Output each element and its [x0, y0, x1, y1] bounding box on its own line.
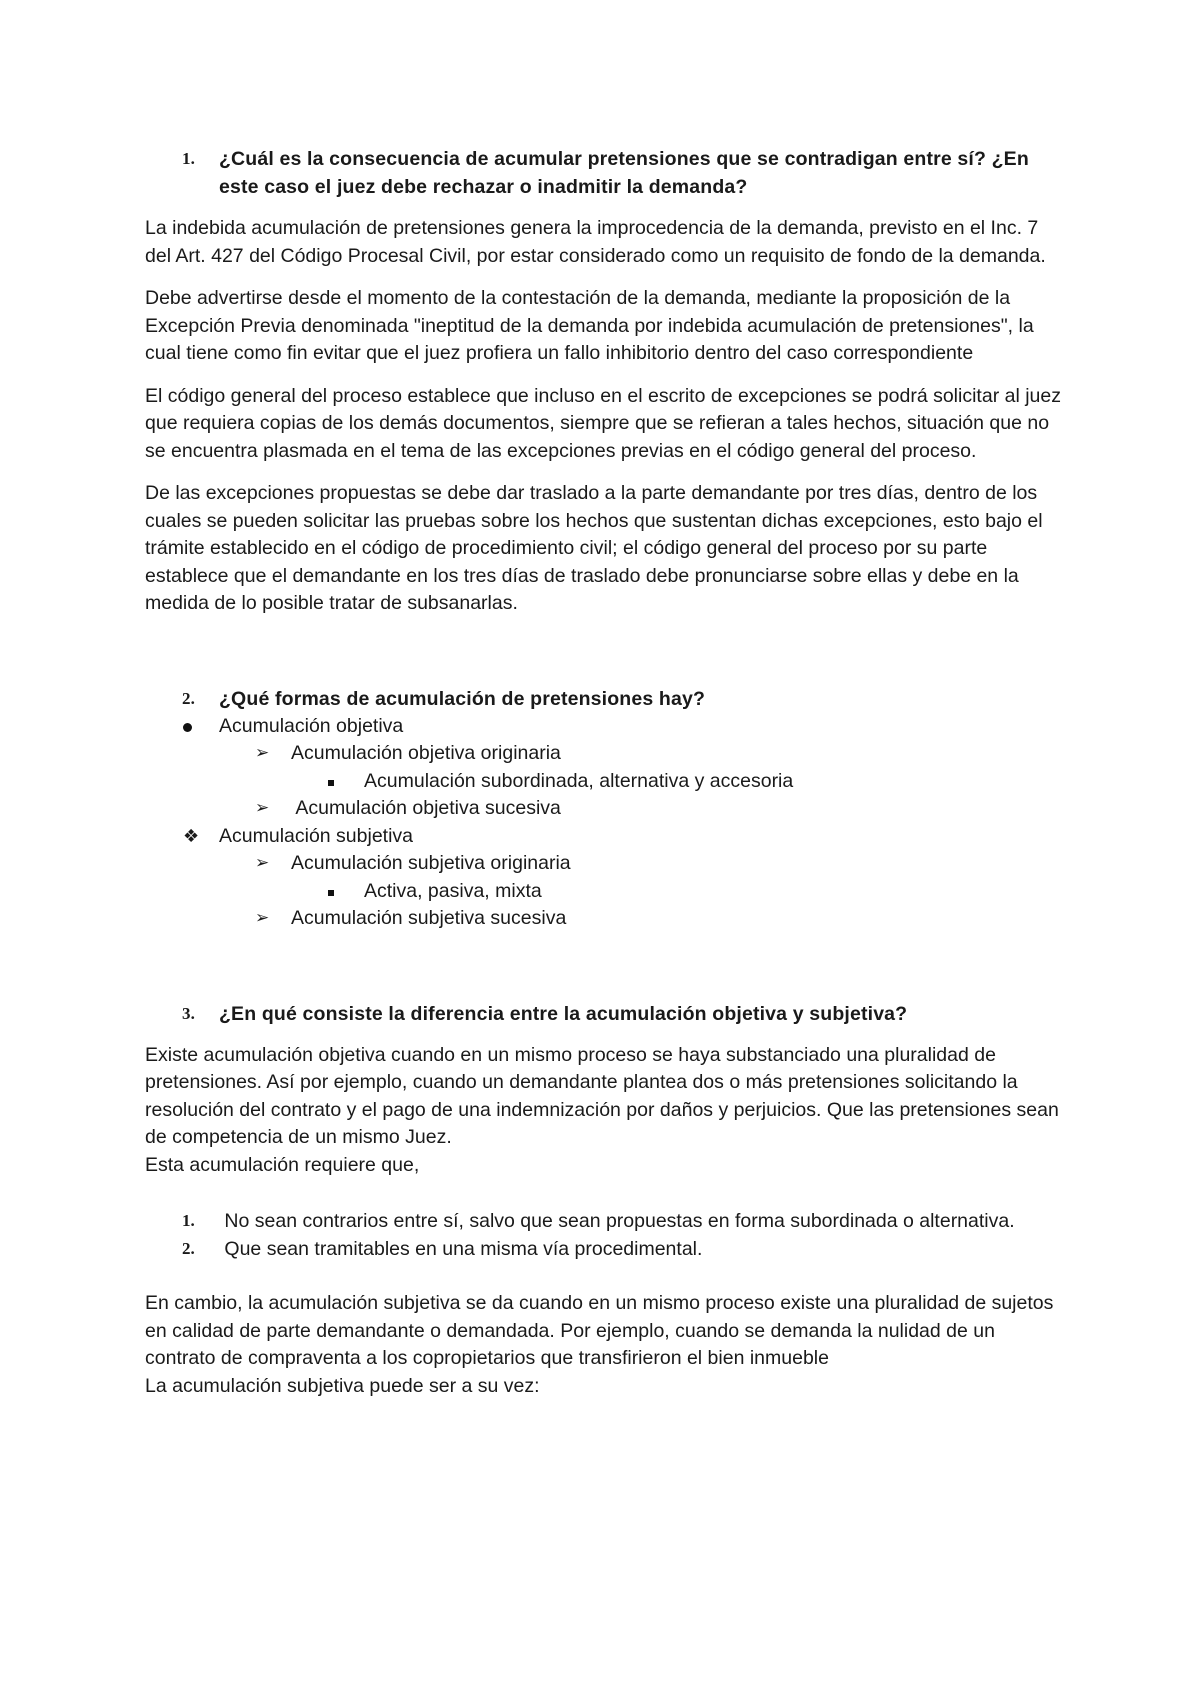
q3-paragraph-1b: Esta acumulación requiere que, [145, 1153, 420, 1176]
list-item-text: Acumulación objetiva originaria [291, 742, 561, 764]
list-item [145, 713, 1065, 741]
question-3-title: ¿En qué consiste la diferencia entre la acumulación objetiva y subjetiva? [219, 1002, 908, 1025]
document-page [145, 145, 1065, 1400]
q3-paragraph-1: Existe acumulación objetiva cuando en un mismo proceso se haya substanciado una pluralidad de pretensiones. Así por ejemplo, cuando un demandante plantea dos o más pretensiones solicitando la resolución del contrato y el pago de una indemnización por daños y perjuicios. Que las pretensiones sean de competencia de un mismo Juez. [145, 1043, 1059, 1148]
list-item-text: Acumulación subordinada, alternativa y accesoria [364, 769, 794, 792]
requirement-number: 2. [182, 1239, 195, 1258]
question-1-number: 1. [182, 149, 196, 168]
list-item-text: Acumulación objetiva sucesiva [291, 797, 561, 819]
q1-paragraph-4: De las excepciones propuestas se debe dar traslado a la parte demandante por tres días, dentro de los cuales se pueden solicitar las pruebas sobre los hechos que sustentan dichas excepciones, esto bajo el trámite establecido en el código de procedimiento civil; el código general del proceso por su parte establece que el demandante en los tres días de traslado debe pronunciarse sobre ellas y debe en la medida de lo posible tratar de subsanarlas. [145, 482, 1043, 614]
list-item-text: Acumulación subjetiva sucesiva [291, 907, 567, 929]
arrow-bullet-icon: ➢ [255, 908, 270, 928]
arrow-bullet-icon: ➢ [255, 798, 270, 818]
list-item [145, 823, 1065, 851]
question-1-heading [145, 145, 1065, 201]
q1-paragraph-1: La indebida acumulación de pretensiones genera la improcedencia de la demanda, previsto en el Inc. 7 del Art. 427 del Código Procesal Civil, por estar considerado como un requisito de fondo de la demanda. [145, 217, 1046, 267]
list-item [145, 905, 1065, 933]
question-3-number: 3. [182, 1003, 196, 1023]
requirement-text: Que sean tramitables en una misma vía procedimental. [219, 1238, 703, 1260]
arrow-bullet-icon: ➢ [255, 743, 270, 763]
square-bullet-icon [328, 780, 334, 786]
arrow-bullet-icon: ➢ [255, 853, 270, 873]
square-bullet-icon [328, 890, 334, 896]
q1-paragraph-3: El código general del proceso establece que incluso en el escrito de excepciones se podrá solicitar al juez que requiera copias de los demás documentos, siempre que se refieran a tales hechos, situación que no se encuentra plasmada en el tema de las excepciones previas en el código general del proceso. [145, 384, 1061, 462]
list-item [145, 740, 1065, 768]
list-item-text: Acumulación objetiva [219, 714, 404, 737]
list-item [145, 768, 1065, 796]
question-1-title: ¿Cuál es la consecuencia de acumular pretensiones que se contradigan entre sí? ¿En este caso el juez debe rechazar o inadmitir la demanda? [219, 148, 1029, 198]
list-item [145, 878, 1065, 906]
list-item [145, 795, 1065, 823]
list-item-text: Acumulación subjetiva [219, 824, 414, 847]
accumulation-forms-list [145, 713, 1065, 933]
list-item-text: Acumulación subjetiva originaria [291, 852, 571, 874]
list-item-text: Activa, pasiva, mixta [364, 879, 542, 902]
q1-paragraph-2: Debe advertirse desde el momento de la contestación de la demanda, mediante la proposición de la Excepción Previa denominada "ineptitud de la demanda por indebida acumulación de pretensiones", la cual tiene como fin evitar que el juez profiera un fallo inhibitorio dentro del caso correspondiente [145, 287, 1034, 364]
diamond-bullet-icon: ❖ [183, 825, 200, 847]
q3-paragraph-2: En cambio, la acumulación subjetiva se da cuando en un mismo proceso existe una pluralidad de sujetos en calidad de parte demandante o demandada. Por ejemplo, cuando se demanda la nulidad de un contrato de compraventa a los copropietarios que transfirieron el bien inmueble [145, 1292, 1054, 1369]
requirement-text: No sean contrarios entre sí, salvo que sean propuestas en forma subordinada o alternativa. [219, 1210, 1015, 1232]
requirement-item [145, 1207, 1065, 1235]
q3-paragraph-2b: La acumulación subjetiva puede ser a su vez: [145, 1374, 540, 1397]
question-3-heading [145, 1000, 1065, 1028]
requirement-item [145, 1235, 1065, 1263]
question-2-number: 2. [182, 688, 196, 708]
question-2-heading [145, 685, 1065, 713]
list-item [145, 850, 1065, 878]
requirements-list [145, 1207, 1065, 1263]
question-2-title: ¿Qué formas de acumulación de pretensiones hay? [219, 687, 706, 710]
requirement-number: 1. [182, 1211, 195, 1230]
bullet-dot-icon [183, 723, 192, 732]
